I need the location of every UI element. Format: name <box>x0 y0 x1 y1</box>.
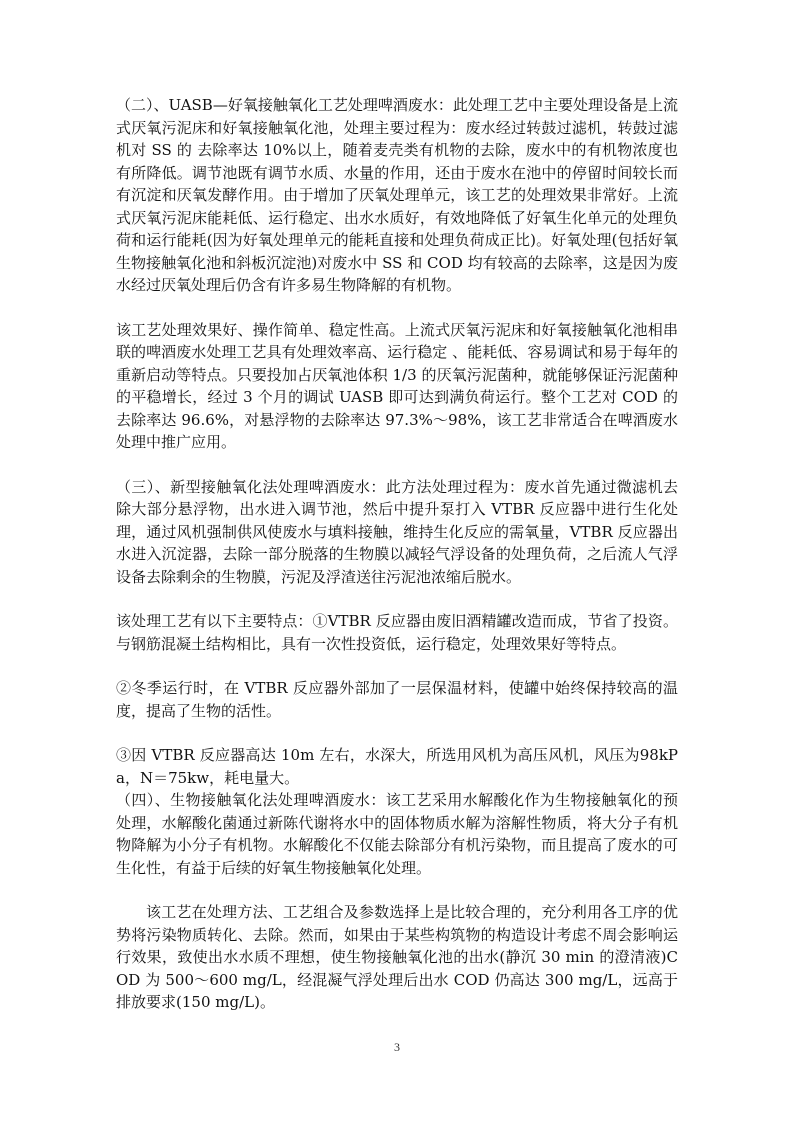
paragraph-features-2: ②冬季运行时，在 VTBR 反应器外部加了一层保温材料，使罐中始终保持较高的温度，提高了生物的活性。 <box>116 679 678 720</box>
paragraph-evaluation: 该工艺在处理方法、工艺组合及参数选择上是比较合理的，充分利用各工序的优势将污染物质转化、去除。然而，如果由于某些构筑物的构造设计考虑不周会影响运行效果，致使出水水质不理想，使生物接触氧化池的出水(静沉 30 min 的澄清液)COD 为 500～600 mg/L，经混凝气浮处理后出水 COD 仍高达 300 mg/L，远高于排放要求(150 mg/L)。 <box>116 903 678 1011</box>
paragraph-uasb-advantages: 该工艺处理效果好、操作简单、稳定性高。上流式厌氧污泥床和好氧接触氧化池相串联的啤酒废水处理工艺具有处理效率高、运行稳定 、能耗低、容易调试和易于每年的重新启动等特点。只要投加占厌氧池体积 1/3 的厌氧污泥菌种，就能够保证污泥菌种的平稳增长，经过 3 个月的调试 UASB 即可达到满负荷运行。整个工艺对 COD 的去除率达 96.6%，对悬浮物的去除率达 97.3%～98%，该工艺非常适合在啤酒废水处理中推广应用。 <box>116 320 678 451</box>
paragraph-uasb-process: （二）、UASB—好氧接触氧化工艺处理啤酒废水：此处理工艺中主要处理设备是上流式厌氧污泥床和好氧接触氧化池，处理主要过程为：废水经过转鼓过滤机，转鼓过滤机对 SS 的 去除率达 10%以上，随着麦壳类有机物的去除，废水中的有机物浓度也有所降低。调节池既有调节水质、水量的作用，还由于废水在池中的停留时间较长而有沉淀和厌氧发酵作用。由于增加了厌氧处理单元，该工艺的处理效果非常好。上流式厌氧污泥床能耗低、运行稳定、出水水质好，有效地降低了好氧生化单元的处理负荷和运行能耗(因为好氧处理单元的能耗直接和处理负荷成正比)。好氧处理(包括好氧生物接触氧化池和斜板沉淀池)对废水中 SS 和 COD 均有较高的去除率，这是因为废水经过厌氧处理后仍含有许多易生物降解的有机物。 <box>116 96 678 294</box>
paragraph-features-3: ③因 VTBR 反应器高达 10m 左右，水深大，所选用风机为高压风机，风压为98kPa，N＝75kw，耗电量大。 <box>116 746 678 787</box>
paragraph-features-1: 该处理工艺有以下主要特点：①VTBR 反应器由废旧酒精罐改造而成，节省了投资。与钢筋混凝土结构相比，具有一次性投资低，运行稳定，处理效果好等特点。 <box>116 612 678 653</box>
paragraph-new-contact-oxidation: （三）、新型接触氧化法处理啤酒废水：此方法处理过程为：废水首先通过微滤机去除大部分悬浮物，出水进入调节池，然后中提升泵打入 VTBR 反应器中进行生化处理，通过风机强制供风使废水与填料接触，维持生化反应的需氧量，VTBR 反应器出水进入沉淀器，去除一部分脱落的生物膜以减轻气浮设备的处理负荷，之后流人气浮设备去除剩余的生物膜，污泥及浮渣送往污泥池浓缩后脱水。 <box>116 477 678 586</box>
document-body <box>116 94 678 1014</box>
paragraph-bio-contact-oxidation: （四）、生物接触氧化法处理啤酒废水：该工艺采用水解酸化作为生物接触氧化的预处理，水解酸化菌通过新陈代谢将水中的固体物质水解为溶解性物质，将大分子有机物降解为小分子有机物。水解酸化不仅能去除部分有机污染物，而且提高了废水的可生化性，有益于后续的好氧生物接触氧化处理。 <box>116 791 678 877</box>
page-number: 3 <box>394 1040 400 1054</box>
